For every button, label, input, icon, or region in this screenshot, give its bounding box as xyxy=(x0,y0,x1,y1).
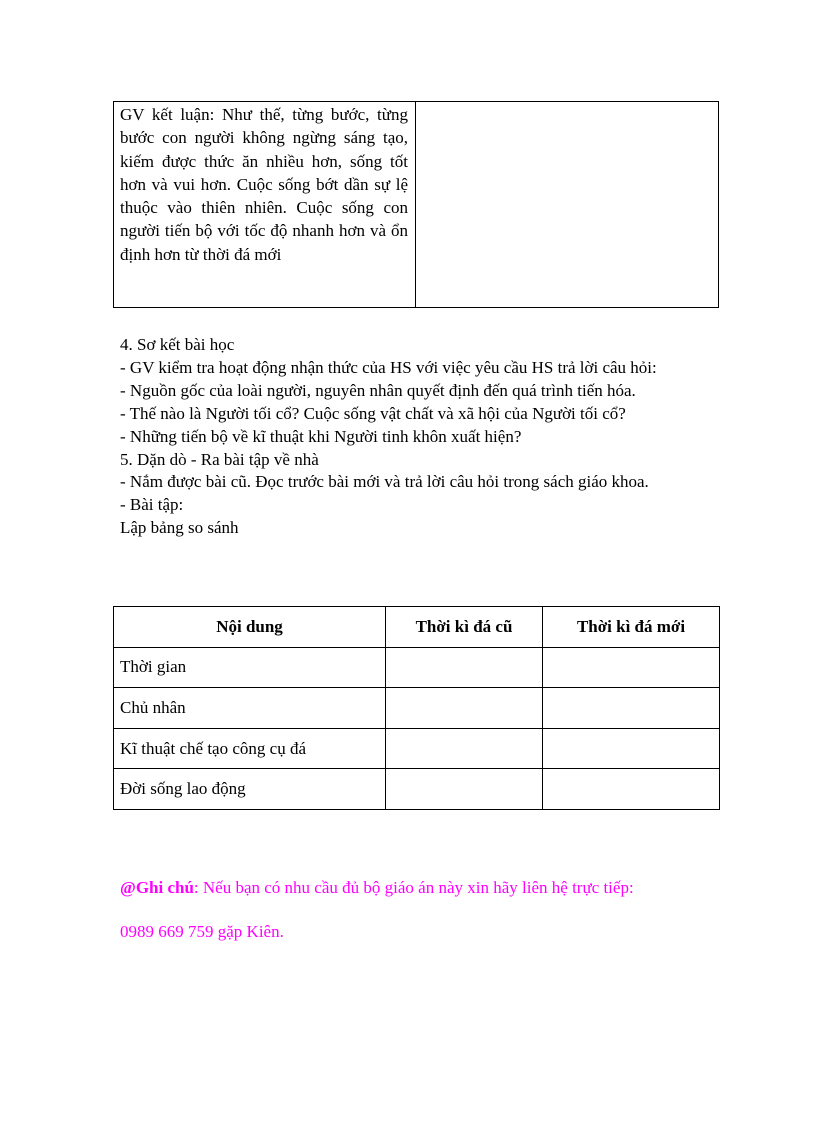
table-cell xyxy=(386,728,543,769)
contact-note xyxy=(120,878,720,942)
note-contact: 0989 669 759 gặp Kiên. xyxy=(120,922,284,941)
section5-item-2: - Bài tập: xyxy=(120,495,184,515)
table-cell xyxy=(386,647,543,688)
section4-heading: 4. Sơ kết bài học xyxy=(120,335,235,354)
section5-heading: 5. Dặn dò - Ra bài tập về nhà xyxy=(120,449,319,469)
conclusion-text: GV kết luận: Như thế, từng bước, từng bước con người không ngừng sáng tạo, kiếm được thức ăn nhiều hơn, sống tốt hơn và vui hơn. Cuộc sống bớt dần sự lệ thuộc vào thiên nhiên. Cuộc sống con người tiến bộ với tốc độ nhanh hơn và ổn định hơn từ thời đá mới xyxy=(120,105,408,264)
note-text: : Nếu bạn có nhu cầu đủ bộ giáo án này xin hãy liên hệ trực tiếp: xyxy=(193,878,634,897)
question-3: - Những tiến bộ về kĩ thuật khi Người tinh khôn xuất hiện? xyxy=(120,426,522,446)
table-cell xyxy=(543,728,720,769)
table-cell xyxy=(543,769,720,810)
table-cell xyxy=(386,769,543,810)
table-header-row xyxy=(114,607,720,648)
table-cell xyxy=(386,688,543,729)
question-2: - Thế nào là Người tối cổ? Cuộc sống vật chất và xã hội của Người tối cổ? xyxy=(120,403,626,423)
empty-cell xyxy=(416,102,719,308)
conclusion-cell xyxy=(114,102,416,308)
header-old-stone-age: Thời kì đá cũ xyxy=(386,607,543,648)
row-label: Thời gian xyxy=(114,647,386,688)
comparison-table xyxy=(113,606,720,810)
section4-intro: - GV kiểm tra hoạt động nhận thức của HS với việc yêu cầu HS trả lời câu hỏi: xyxy=(120,357,657,377)
header-content: Nội dung xyxy=(114,607,386,648)
question-1: - Nguồn gốc của loài người, nguyên nhân quyết định đến quá trình tiến hóa. xyxy=(120,380,636,400)
exercise-label: Lập bảng so sánh xyxy=(120,518,239,538)
table-row xyxy=(114,769,720,810)
row-label: Chủ nhân xyxy=(114,688,386,729)
note-label: @Ghi chú xyxy=(120,878,194,897)
row-label: Kĩ thuật chế tạo công cụ đá xyxy=(114,728,386,769)
table-row xyxy=(114,647,720,688)
conclusion-table xyxy=(113,101,719,308)
section5-item-1: - Nắm được bài cũ. Đọc trước bài mới và trả lời câu hỏi trong sách giáo khoa. xyxy=(120,472,649,492)
table-cell xyxy=(543,647,720,688)
table-row xyxy=(114,688,720,729)
row-label: Đời sống lao động xyxy=(114,769,386,810)
header-new-stone-age: Thời kì đá mới xyxy=(543,607,720,648)
lesson-body xyxy=(120,334,696,540)
note-line xyxy=(120,878,720,898)
table-cell xyxy=(543,688,720,729)
table-row xyxy=(114,728,720,769)
